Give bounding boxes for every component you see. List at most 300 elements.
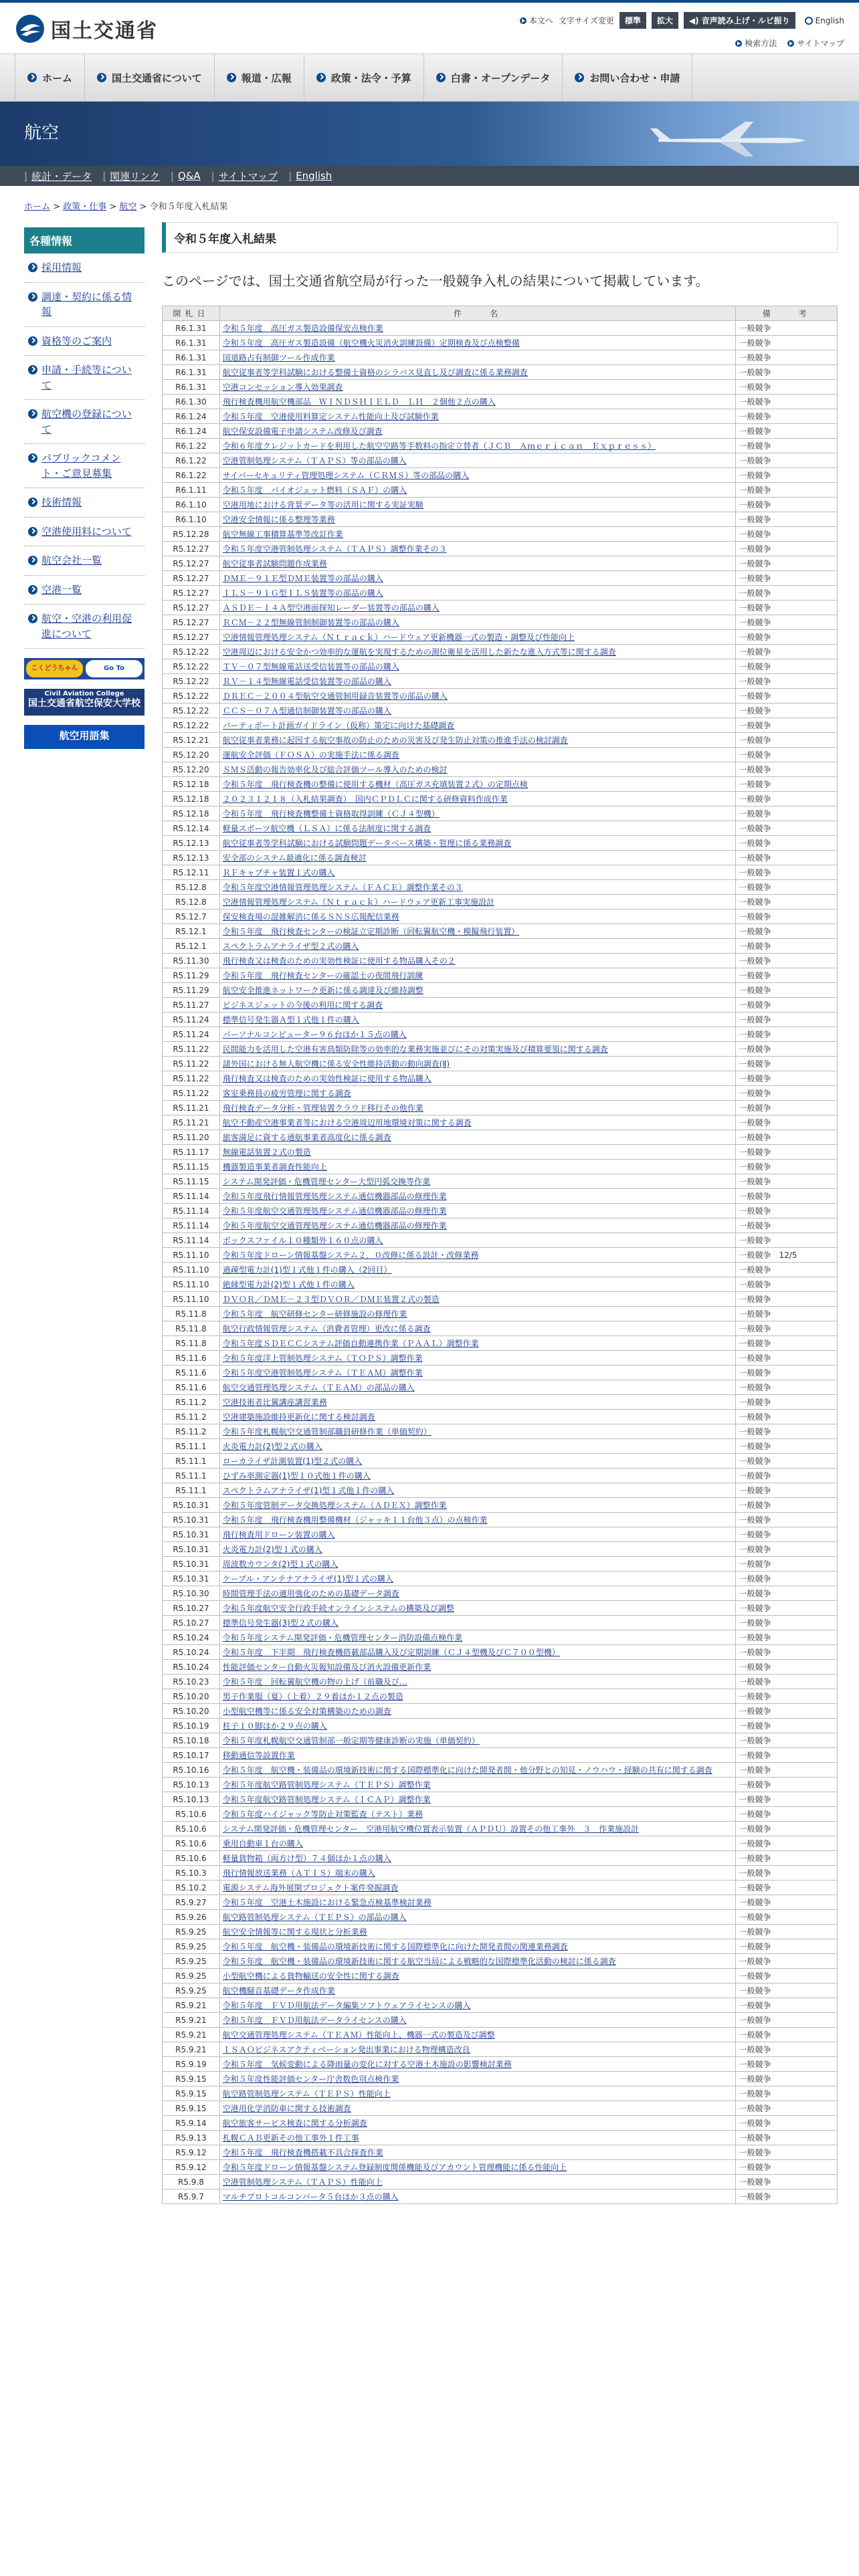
bid-remarks-cell: 一般競争	[736, 586, 838, 601]
bid-subject-link[interactable]: 令和５年度航空交通管理処理システム通信機器部品の修理作業	[219, 1204, 736, 1218]
table-row	[163, 365, 838, 380]
skip-to-content-link[interactable]	[520, 15, 553, 26]
bid-subject-link[interactable]: 絶縁型電力計(2)型１式他１件の購入	[219, 1277, 736, 1292]
site-logo[interactable]	[15, 13, 158, 44]
bid-subject-link[interactable]: 令和５年度 航空機・装備品の環境新技術に関する航空当局による戦略的な国際標準化活動の検討に係る調査	[219, 1954, 736, 1969]
bid-subject-link[interactable]: 電源システム海外展開プロジェクト案件発掘調査	[219, 1881, 736, 1895]
table-row	[163, 762, 838, 777]
bid-subject-link[interactable]: 航空路管制処理システム（ＴＥＰＳ）の部品の購入	[219, 1910, 736, 1925]
bid-subject-link[interactable]: 令和５年度札幌航空交通管制部一般定期等健康診断の実施（単価契約）	[219, 1733, 736, 1748]
bid-subject-link[interactable]: 航空従事者試験問題作成業務	[219, 556, 736, 571]
bid-subject-link[interactable]: 令和５年度 バイオジェット燃料（ＳＡＦ）の購入	[219, 483, 736, 498]
table-row	[163, 983, 838, 998]
bid-date-cell: R5.12.13	[163, 836, 220, 851]
bid-subject-link[interactable]: 令和５年度ドローン情報基盤システム登録制度関係機能及びアカウント管理機能に係る性能向上	[219, 2160, 736, 2175]
bid-date-cell: R6.1.31	[163, 365, 220, 380]
bid-subject-link[interactable]: 令和５年度航空路管制処理システム（ＩＣＡＰ）調整作業	[219, 1792, 736, 1807]
sidebar-title: 各種情報	[24, 227, 145, 253]
bid-subject-link[interactable]: パーソナルコンピューター９６台ほか１５点の購入	[219, 1027, 736, 1042]
table-row	[163, 1351, 838, 1366]
bid-subject-link[interactable]: 令和５年度ＳＤＥＣＣシステム評価自動連携作業（ＰＡＡＬ）調整作業	[219, 1336, 736, 1351]
bid-subject-link[interactable]: 令和５年度航空安全行政手続オンラインシステムの構築及び調整	[219, 1601, 736, 1616]
arrow-icon	[520, 17, 527, 24]
bid-remarks-cell: 一般競争	[736, 1895, 838, 1910]
bid-subject-link[interactable]: 飛行検査データ分析・管理装置クラウド移行その他作業	[219, 1101, 736, 1115]
bid-date-cell: R5.11.24	[163, 1012, 220, 1027]
bid-remarks-cell: 一般競争	[736, 542, 838, 556]
bid-remarks-cell: 一般競争	[736, 2072, 838, 2086]
chevron-right-icon	[227, 73, 236, 82]
bid-subject-link[interactable]: 令和５年度飛行情報管理処理システム通信機器部品の修理作業	[219, 1189, 736, 1204]
bid-remarks-cell: 一般競争	[736, 1042, 838, 1057]
col-subject: 件 名	[219, 306, 736, 321]
bid-subject-link[interactable]: 小型航空機等に係る安全対策構築のための調査	[219, 1704, 736, 1719]
english-link[interactable]	[805, 16, 844, 25]
chevron-right-icon	[28, 556, 37, 565]
table-row	[163, 1601, 838, 1616]
bid-subject-link[interactable]: 諸外国における無人航空機に係る安全性維持活動の動向調査(Ⅱ)	[219, 1057, 736, 1071]
bid-date-cell: R5.10.18	[163, 1733, 220, 1748]
bid-subject-link[interactable]: 令和５年度 空港使用料算定システム性能向上及び試験作業	[219, 409, 736, 424]
bid-date-cell: R6.1.22	[163, 468, 220, 483]
table-row	[163, 1851, 838, 1866]
breadcrumb-policy[interactable]: 政策・仕事	[63, 202, 107, 212]
bid-date-cell: R5.11.22	[163, 1071, 220, 1086]
bid-date-cell: R5.12.22	[163, 704, 220, 718]
bid-remarks-cell: 一般競争	[736, 1307, 838, 1321]
bid-subject-link[interactable]: 航空従事者等学科試験における整備士資格のシラバス見直し及び調査に係る業務調査	[219, 365, 736, 380]
bid-date-cell: R5.11.14	[163, 1218, 220, 1233]
bid-remarks-cell: 一般競争	[736, 380, 838, 395]
bid-subject-link[interactable]: 性能評価センター自動火災報知設備及び消火設備更新作業	[219, 1660, 736, 1675]
sidebar-item[interactable]	[24, 488, 145, 518]
bid-subject-link[interactable]: 標準信号発生器(3)型２式の購入	[219, 1616, 736, 1630]
bid-remarks-cell: 一般競争	[736, 2101, 838, 2116]
bid-subject-link[interactable]: 機器製造事業者調査性能向上	[219, 1160, 736, 1174]
sub-nav	[0, 166, 859, 186]
bid-date-cell: R5.12.27	[163, 601, 220, 615]
bid-subject-link[interactable]: ２０２３１２１８（入札結果調査） 国内ＣＰＤＬＣに関する研修資料作成作業	[219, 792, 736, 807]
main-content	[162, 222, 838, 2204]
subnav-sitemap[interactable]: | サイトマップ	[211, 169, 278, 183]
bid-subject-link[interactable]: 令和５年度 高圧ガス製造設備（航空機火災消火訓練設備）定期検査及び点検整備	[219, 336, 736, 350]
bid-subject-link[interactable]: 航空路管制処理システム（ＴＥＰＳ）性能向上	[219, 2086, 736, 2101]
bid-date-cell: R5.11.6	[163, 1366, 220, 1380]
intro-text: このページでは、国土交通省航空局が行った一般競争入札の結果について掲載しています。	[162, 273, 709, 289]
bid-remarks-cell: 一般競争	[736, 2042, 838, 2057]
gnav-policy[interactable]	[304, 54, 423, 101]
bid-remarks-cell: 一般競争	[736, 1557, 838, 1572]
bid-subject-link[interactable]: ひずみ率測定器(1)型１０式他１件の購入	[219, 1469, 736, 1483]
bid-subject-link[interactable]: 令和５年度空港情報管理処理システム（ＦＡＣＥ）調整作業その３	[219, 880, 736, 895]
bid-remarks-cell: 一般競争	[736, 1542, 838, 1557]
bid-remarks-cell: 一般競争	[736, 1689, 838, 1704]
bid-subject-link[interactable]: ＲＶ－１４型無線電話受信装置等の部品の購入	[219, 674, 736, 689]
bid-date-cell: R5.9.14	[163, 2116, 220, 2131]
bid-remarks-cell: 一般競争	[736, 1851, 838, 1866]
bid-subject-link[interactable]: ケーブル・アンテナアナライザ(1)型１式の購入	[219, 1572, 736, 1586]
subnav-english[interactable]: | English	[288, 170, 332, 182]
bid-subject-link[interactable]: 航空交通管理処理システム（ＴＥＡＭ）性能向上、機器一式の製造及び調整	[219, 2028, 736, 2042]
bid-date-cell: R5.9.27	[163, 1895, 220, 1910]
bid-subject-link[interactable]: 乗用自動車１台の購入	[219, 1836, 736, 1851]
bid-subject-link[interactable]: 令和５年度ハイジャック等防止対策監査（テスト）業務	[219, 1807, 736, 1822]
bid-subject-link[interactable]: 令和５年度 飛行検査センターの検証立定期診断（回転翼航空機・模擬飛行装置）	[219, 924, 736, 939]
bid-subject-link[interactable]: 令和５年度空港管制処理システム（ＴＥＡＭ）調整作業	[219, 1366, 736, 1380]
bid-subject-link[interactable]: 移動通信等設置作業	[219, 1748, 736, 1763]
bid-subject-link[interactable]: 旅客満足に資する通航事業者高度化に係る調査	[219, 1130, 736, 1145]
bid-date-cell: R5.12.20	[163, 748, 220, 762]
bid-subject-link[interactable]: 保安検査場の混雑解消に係るＳＮＳ広報配信業務	[219, 909, 736, 924]
bid-subject-link[interactable]: 空港情報管理処理システム（Ｎｔｒａｃｋ）ハードウェア更新工事実施設計	[219, 895, 736, 909]
bid-subject-link[interactable]: 令和５年度システム開発評価・危機管理センター消防設備点検作業	[219, 1630, 736, 1645]
bid-subject-link[interactable]: 航空安全情報等に関する現状と分析業務	[219, 1925, 736, 1939]
bid-subject-link[interactable]: 時間管理手法の適用強化のための基礎データ調査	[219, 1586, 736, 1601]
bid-subject-link[interactable]: 航空安全推進ネットワーク更新に係る調達及び維持調整	[219, 983, 736, 998]
utility-bar	[520, 12, 844, 29]
bid-date-cell: R5.10.13	[163, 1778, 220, 1792]
bid-subject-link[interactable]: 柱子１０脚ほか２９点の購入	[219, 1719, 736, 1733]
voice-reading-button[interactable]	[684, 12, 795, 29]
bid-subject-link[interactable]: ＲＦキャプチャ装置１式の購入	[219, 865, 736, 880]
table-row	[163, 1042, 838, 1057]
bid-remarks-cell: 一般競争	[736, 1704, 838, 1719]
sidebar-item-label[interactable]: 空港使用料について	[41, 525, 132, 538]
table-row	[163, 1630, 838, 1645]
sidebar-item-label[interactable]: 資格等のご案内	[41, 334, 112, 347]
bid-subject-link[interactable]: 令和５年度管制データ交換処理システム（ＡＤＥＸ）調整作業	[219, 1498, 736, 1513]
bid-date-cell: R5.11.1	[163, 1439, 220, 1454]
bid-remarks-cell: 一般競争	[736, 512, 838, 527]
bid-date-cell: R5.12.22	[163, 718, 220, 733]
aviation-college-subtitle: Civil Aviation College	[44, 690, 124, 697]
bid-subject-link[interactable]: 空港周辺における安全かつ効率的な運航を実現するための測位衛星を活用した新たな進入方式等に関する調査	[219, 645, 736, 659]
bid-subject-link[interactable]: 軽量貨物箱（両方け型）７４個ほか１点の購入	[219, 1851, 736, 1866]
bid-subject-link[interactable]: 空港コンセッション導入効果調査	[219, 380, 736, 395]
bid-subject-link[interactable]: 令和５年度空港管制処理システム（ＴＡＰＳ）調整作業その３	[219, 542, 736, 556]
bid-date-cell: R5.12.18	[163, 807, 220, 821]
sidebar-item[interactable]	[24, 356, 145, 400]
sidebar-item-label[interactable]: 空港一覧	[41, 583, 82, 596]
arrow-icon	[735, 40, 742, 47]
bid-subject-link[interactable]: 安全部のシステム最適化に係る調査検討	[219, 851, 736, 865]
bid-date-cell: R5.10.23	[163, 1675, 220, 1689]
bid-subject-link[interactable]: 令和５年度 航空機・装備品の環境新技術に関する国際標準化に向けた開発者間の関連業務調査	[219, 1939, 736, 1954]
bid-remarks-cell: 一般競争	[736, 1616, 838, 1630]
subnav-links[interactable]: | 関連リンク	[102, 169, 160, 183]
bid-remarks-cell: 一般競争	[736, 1424, 838, 1439]
bid-subject-link[interactable]: マルチプロトコルコンバータ５台ほか３点の購入	[219, 2189, 736, 2204]
text-size-standard-button[interactable]: 標準	[619, 12, 646, 29]
gnav-contact[interactable]	[562, 54, 692, 101]
sidebar-item[interactable]	[24, 518, 145, 547]
bid-subject-link[interactable]: 火炎電力計(2)型２式の購入	[219, 1439, 736, 1454]
bid-subject-link[interactable]: バーティポート計画ガイドライン（仮称）策定に向けた基礎調査	[219, 718, 736, 733]
airplane-icon	[645, 118, 819, 158]
bid-remarks-cell: 一般競争	[736, 645, 838, 659]
mascot-banner[interactable]	[24, 658, 145, 679]
bid-subject-link[interactable]: ＳＭＳ活動の報告効率化及び総合評価ツール導入のための検討	[219, 762, 736, 777]
bid-subject-link[interactable]: 航空旅客サービス検査に関する分析調査	[219, 2116, 736, 2131]
bid-subject-link[interactable]: 飛行検査又は検査のための実効性検証に使用する物品購入その２	[219, 954, 736, 968]
bid-subject-link[interactable]: ＩＳＡＯビジネスアクティベーション発出事業における物理構造改良	[219, 2042, 736, 2057]
bid-subject-link[interactable]: 令和５年度航空交通管理処理システム通信機器部品の修理作業	[219, 1218, 736, 1233]
bid-remarks-cell: 一般競争	[736, 1321, 838, 1336]
bid-subject-link[interactable]: 令和５年度 飛行検査機の整備に使用する機材（高圧ガス充填装置２式）の定期点検	[219, 777, 736, 792]
subnav-statistics[interactable]: | 統計・データ	[24, 169, 92, 183]
chevron-right-icon	[28, 409, 37, 419]
bid-remarks-cell: 一般競争	[736, 1086, 838, 1101]
sidebar-item-label[interactable]: 航空機の登録について	[41, 408, 132, 435]
bid-subject-link[interactable]: 空港情報管理処理システム（Ｎｔｒａｃｋ）ハードウェア更新機器一式の製造・調整及び性能向上	[219, 630, 736, 645]
bid-date-cell: R5.11.14	[163, 1204, 220, 1218]
bid-date-cell: R5.9.25	[163, 1983, 220, 1998]
table-row	[163, 2086, 838, 2101]
bid-remarks-cell: 一般競争	[736, 1572, 838, 1586]
table-row	[163, 807, 838, 821]
sitemap-link[interactable]	[787, 37, 844, 49]
sidebar-item-label[interactable]: 採用情報	[41, 261, 82, 274]
bid-date-cell: R5.9.26	[163, 1910, 220, 1925]
bid-subject-link[interactable]: 標準信号発生器Ａ型１式他１件の購入	[219, 1012, 736, 1027]
table-row	[163, 1616, 838, 1630]
bid-remarks-cell: 一般競争	[736, 1351, 838, 1366]
bid-subject-link[interactable]: 令和５年度 飛行検査機用整備機材（ジャッキ１１台他３点）の点検作業	[219, 1513, 736, 1527]
bid-subject-link[interactable]: ビジネスジェットの今後の利用に関する調査	[219, 998, 736, 1012]
bid-subject-link[interactable]: ＣＣＳ－０７Ａ型通信制御装置等の部品の購入	[219, 704, 736, 718]
table-row	[163, 1424, 838, 1439]
bid-subject-link[interactable]: 飛行検査又は検査のための実効性検証に使用する物品購入	[219, 1071, 736, 1086]
glossary-banner[interactable]: 航空用語集	[24, 725, 145, 749]
bid-subject-link[interactable]: システム開発評価・危機管理センター 空港用航空機位置表示装置（ＡＰＤＵ）設置その他工事外 ３ 作業施設計	[219, 1822, 736, 1836]
bid-date-cell: R5.10.3	[163, 1866, 220, 1881]
table-row	[163, 439, 838, 453]
bid-subject-link[interactable]: ＩＬＳ－９１Ｇ型ＩＬＳ装置等の部品の購入	[219, 586, 736, 601]
bid-date-cell: R5.12.22	[163, 689, 220, 704]
bid-subject-link[interactable]: 航空交通管理処理システム（ＴＥＡＭ）の部品の購入	[219, 1380, 736, 1395]
table-row	[163, 1027, 838, 1042]
search-method-link[interactable]	[735, 37, 777, 49]
table-row	[163, 998, 838, 1012]
bid-remarks-cell: 一般競争	[736, 659, 838, 674]
bid-subject-link[interactable]: 客室乗務員の疲労管理に関する調査	[219, 1086, 736, 1101]
subnav-qa[interactable]: | Q&A	[171, 170, 201, 182]
bid-subject-link[interactable]: 航空保安設備電子申請システム改修及び調査	[219, 424, 736, 439]
bid-remarks-cell: 一般競争	[736, 1733, 838, 1748]
bid-subject-link[interactable]: 男子作業服（夏）（上着）２９着ほか１２点の製造	[219, 1689, 736, 1704]
table-row	[163, 1012, 838, 1027]
bid-subject-link[interactable]: 航空行政情報管理システム（消費者管理）更改に係る調査	[219, 1321, 736, 1336]
bid-remarks-cell: 一般競争	[736, 1233, 838, 1248]
bid-date-cell: R5.11.6	[163, 1380, 220, 1395]
bid-remarks-cell: 一般競争	[736, 439, 838, 453]
bid-subject-link[interactable]: 令和５年度 航空研修センター研修施設の修理作業	[219, 1307, 736, 1321]
gnav-home[interactable]	[15, 54, 84, 101]
bid-subject-link[interactable]: 空港建築施設維持更新化に関する検討調査	[219, 1410, 736, 1424]
bid-subject-link[interactable]: 令和５年度ドローン情報基盤システム２．０改修に係る設計・改修業務	[219, 1248, 736, 1263]
table-row	[163, 2116, 838, 2131]
breadcrumb-home[interactable]: ホーム	[24, 202, 51, 212]
bid-subject-link[interactable]: ＤＲＥＣ－２００４型航空交通管制用録音装置等の部品の購入	[219, 689, 736, 704]
bid-subject-link[interactable]: 令和５年度性能評価センター庁舎数色別点検作業	[219, 2072, 736, 2086]
bid-subject-link[interactable]: 航空従事者業務に起因する航空事故の防止のための災害及び発生防止対策の推進手法の検討調査	[219, 733, 736, 748]
bid-remarks-cell: 一般競争	[736, 1410, 838, 1424]
bid-remarks-cell: 一般競争	[736, 1263, 838, 1277]
bid-subject-link[interactable]: 飛行情報放送業務（ＡＴＩＳ）端末の購入	[219, 1866, 736, 1881]
voice-reading-label: 音声読み上げ・ルビ振り	[701, 16, 790, 25]
bid-remarks-cell: 一般競争	[736, 733, 838, 748]
bid-subject-link[interactable]: 運航安全評価（ＦＯＳＡ）の実施手法に係る調査	[219, 748, 736, 762]
bid-subject-link[interactable]: 空港用化学消防車に関する技術調査	[219, 2101, 736, 2116]
gnav-label: 白書・オープンデータ	[450, 72, 551, 84]
breadcrumb-aviation[interactable]: 航空	[119, 202, 137, 212]
bid-subject-link[interactable]: ＤＭＥ－９１Ｅ型ＤＭＥ装置等の部品の購入	[219, 571, 736, 586]
table-row	[163, 1527, 838, 1542]
sidebar-item-label[interactable]: パブリックコメント・ご意見募集	[41, 452, 121, 479]
table-row	[163, 527, 838, 542]
sidebar-item[interactable]	[24, 283, 145, 327]
table-row	[163, 630, 838, 645]
bid-subject-link[interactable]: 飛行検査機用航空機部品 ＷＩＮＤＳＨＩＥＬＤ ＬＨ ２個他２点の購入	[219, 395, 736, 409]
bid-remarks-cell: 一般競争	[736, 615, 838, 630]
text-size-large-button[interactable]: 拡大	[652, 12, 678, 29]
table-row	[163, 1248, 838, 1263]
gnav-about[interactable]	[84, 54, 214, 101]
table-row	[163, 1954, 838, 1969]
table-row	[163, 615, 838, 630]
bid-subject-link[interactable]: ＤＶＯＲ／ＤＭＥ－２３型ＤＶＯＲ／ＤＭＥ装置２式の製造	[219, 1292, 736, 1307]
sidebar-item[interactable]	[24, 605, 145, 649]
bid-subject-link[interactable]: 令和５年度 気候変動による降雨量の変化に対する空港土木施設の影響検討業務	[219, 2057, 736, 2072]
bid-subject-link[interactable]: 空港技術者比翼講座講習業務	[219, 1395, 736, 1410]
bid-date-cell: R5.10.27	[163, 1616, 220, 1630]
bid-subject-link[interactable]: スペクトラムアナライザ型２式の購入	[219, 939, 736, 954]
bid-subject-link[interactable]: 令和５年度 航空機・装備品の環境新技術に関する国際標準化に向けた開発者間・他分野との知見・ノウハウ・経験の共有に関する調査	[219, 1763, 736, 1778]
bid-subject-link[interactable]: ＡＳＤＥ－１４Ａ型空港面探知レーダー装置等の部品の購入	[219, 601, 736, 615]
table-row	[163, 1277, 838, 1292]
bid-subject-link[interactable]: スペクトラムアナライザ(1)型１式他１件の購入	[219, 1483, 736, 1498]
bid-subject-link[interactable]: 航空従事者等学科試験における試験問題データベース構築・管理に係る業務調査	[219, 836, 736, 851]
bid-remarks-cell: 一般競争	[736, 1601, 838, 1616]
table-row	[163, 1660, 838, 1675]
bid-subject-link[interactable]: 航空無線工事積算基準等改訂作業	[219, 527, 736, 542]
sidebar-item[interactable]	[24, 576, 145, 605]
gnav-whitepaper[interactable]	[423, 54, 563, 101]
bid-date-cell: R6.1.11	[163, 483, 220, 498]
bid-subject-link[interactable]: 令和５年度 飛行検査センターの確認士の夜間飛行訓練	[219, 968, 736, 983]
bid-date-cell: R5.12.27	[163, 615, 220, 630]
bid-subject-link[interactable]: ボックスファイル１０種類外１６０点の購入	[219, 1233, 736, 1248]
bid-remarks-cell: 一般競争	[736, 1071, 838, 1086]
sidebar-item[interactable]	[24, 253, 145, 283]
bid-remarks-cell: 一般競争	[736, 1925, 838, 1939]
bid-date-cell: R5.12.22	[163, 659, 220, 674]
bid-subject-link[interactable]: 無線電話装置２式の製造	[219, 1145, 736, 1160]
bid-subject-link[interactable]: 令和５年度 飛行検査機搭載不具合探査作業	[219, 2145, 736, 2160]
sidebar-item[interactable]	[24, 546, 145, 576]
bid-remarks-cell: 一般競争	[736, 2086, 838, 2101]
table-row	[163, 1233, 838, 1248]
bid-remarks-cell: 一般競争	[736, 1115, 838, 1130]
bid-remarks-cell: 一般競争	[736, 1954, 838, 1969]
bid-subject-link[interactable]: 令和６年度クレジットカードを利用した航空空路等手数料の指定立替者（ＪＣＢ Ａｍｅｒｉｃａｎ Ｅｘｐｒｅｓｓ）	[219, 439, 736, 453]
bid-subject-link[interactable]: 令和５年度 ＦＶＤ用航法データ編集ソフトウェアライセンスの購入	[219, 1998, 736, 2013]
bid-subject-link[interactable]: 航空不動産空港事業者等における空港周辺用地環境対策に関する調査	[219, 1115, 736, 1130]
bid-subject-link[interactable]: サイバーセキュリティ管理処理システム（ＣＲＭＳ）等の部品の購入	[219, 468, 736, 483]
bid-subject-link[interactable]: 令和５年度洋上管制処理システム（ＴＯＰＳ）調整作業	[219, 1351, 736, 1366]
bid-date-cell: R5.11.2	[163, 1395, 220, 1410]
bid-remarks-cell: 一般競争	[736, 1218, 838, 1233]
bid-subject-link[interactable]: 過疎型電力計(1)型１式他１件の購入（2回目）	[219, 1263, 736, 1277]
bid-remarks-cell: 一般競争	[736, 1012, 838, 1027]
bid-subject-link[interactable]: 札幌ＣＡＢ更新その他工事外１件工事	[219, 2131, 736, 2145]
bid-date-cell: R5.10.27	[163, 1601, 220, 1616]
table-row	[163, 851, 838, 865]
globe-icon	[805, 17, 813, 25]
bid-remarks-cell: 一般競争	[736, 1366, 838, 1380]
table-row	[163, 571, 838, 586]
bid-subject-link[interactable]: 空港用地における背景データ等の活用に関する実証実験	[219, 498, 736, 512]
table-row	[163, 718, 838, 733]
sidebar-item[interactable]	[24, 327, 145, 356]
bid-subject-link[interactable]: 空港管制処理システム（ＴＡＰＳ）等の部品の購入	[219, 453, 736, 468]
bid-subject-link[interactable]: 令和５年度 回転翼航空機の物の上げ（前職及び…	[219, 1675, 736, 1689]
bid-subject-link[interactable]: 令和５年度 飛行検査機整備士資格取得訓練（ＣＪ４型機）	[219, 807, 736, 821]
bid-subject-link[interactable]: 民間能力を活用した空港有害鳥類防除等の効率的な業務実施並びにその対策実施及び積算要領に関する調査	[219, 1042, 736, 1057]
bid-subject-link[interactable]: 空港管制処理システム（ＴＡＰＳ）性能向上	[219, 2175, 736, 2189]
bid-remarks-cell: 一般競争	[736, 2057, 838, 2072]
sidebar-item[interactable]	[24, 444, 145, 488]
aviation-college-banner[interactable]	[24, 689, 145, 716]
sidebar-item-label[interactable]: 申請・手続等について	[41, 364, 132, 391]
bid-date-cell: R5.9.15	[163, 2086, 220, 2101]
bid-remarks-cell: 一般競争	[736, 2160, 838, 2175]
sidebar-item-label[interactable]: 調達・契約に係る情報	[41, 290, 132, 318]
bid-remarks-cell: 一般競争	[736, 468, 838, 483]
table-row	[163, 2145, 838, 2160]
bid-subject-link[interactable]: 火炎電力計(2)型１式の購入	[219, 1542, 736, 1557]
sidebar-item-label[interactable]: 航空会社一覧	[41, 554, 102, 566]
sidebar-item[interactable]	[24, 400, 145, 444]
bid-subject-link[interactable]: 令和５年度札幌航空交通管制部職員研修作業（単価契約）	[219, 1424, 736, 1439]
bid-subject-link[interactable]: 令和５年度 高圧ガス製造設備保安点検作業	[219, 321, 736, 336]
bid-subject-link[interactable]: 空港安全情報に係る整理等業務	[219, 512, 736, 527]
bid-subject-link[interactable]: 周波数カウンタ(2)型１式の購入	[219, 1557, 736, 1572]
logo-text: 国土交通省	[51, 19, 158, 43]
sidebar-item-label[interactable]: 技術情報	[41, 496, 82, 508]
bid-subject-link[interactable]: 令和５年度 ＦＶＤ用航法データライセンスの購入	[219, 2013, 736, 2028]
bid-subject-link[interactable]: 軽量スポーツ航空機（ＬＳＡ）に係る法制度に関する調査	[219, 821, 736, 836]
table-row	[163, 1160, 838, 1174]
gnav-press[interactable]	[214, 54, 304, 101]
bid-remarks-cell: 一般競争	[736, 424, 838, 439]
bid-subject-link[interactable]: ＴＶ－０７型無線電話送受信装置等の部品の購入	[219, 659, 736, 674]
table-row	[163, 954, 838, 968]
bid-subject-link[interactable]: 令和５年度 空港土木施設における緊急点検基準検討業務	[219, 1895, 736, 1910]
bid-subject-link[interactable]: 航空機騒音基礎データ作成作業	[219, 1983, 736, 1998]
sidebar-item-label[interactable]: 航空・空港の利用促進について	[41, 613, 132, 640]
bid-subject-link[interactable]: システム開発評価・危機管理センター大型円弧交換等作業	[219, 1174, 736, 1189]
bid-subject-link[interactable]: 飛行検査用ドローン装置の購入	[219, 1527, 736, 1542]
bid-subject-link[interactable]: ローカライザ計測装置(1)型２式の購入	[219, 1454, 736, 1469]
bid-subject-link[interactable]: 国道路占有制御ツール作成作業	[219, 350, 736, 365]
bid-subject-link[interactable]: 令和５年度 下半期 飛行検査機搭載部品購入及び定期訓練（ＣＪ４型機及びＣ７００型機）	[219, 1645, 736, 1660]
bid-subject-link[interactable]: 小型航空機による貨物輸送の安全性に関する調査	[219, 1969, 736, 1983]
bid-subject-link[interactable]: ＲＣＭ－２２型無線管制制御装置等の部品の購入	[219, 615, 736, 630]
bid-subject-link[interactable]: 令和５年度航空路管制処理システム（ＴＥＰＳ）調整作業	[219, 1778, 736, 1792]
bid-date-cell: R5.9.13	[163, 2131, 220, 2145]
table-row	[163, 895, 838, 909]
